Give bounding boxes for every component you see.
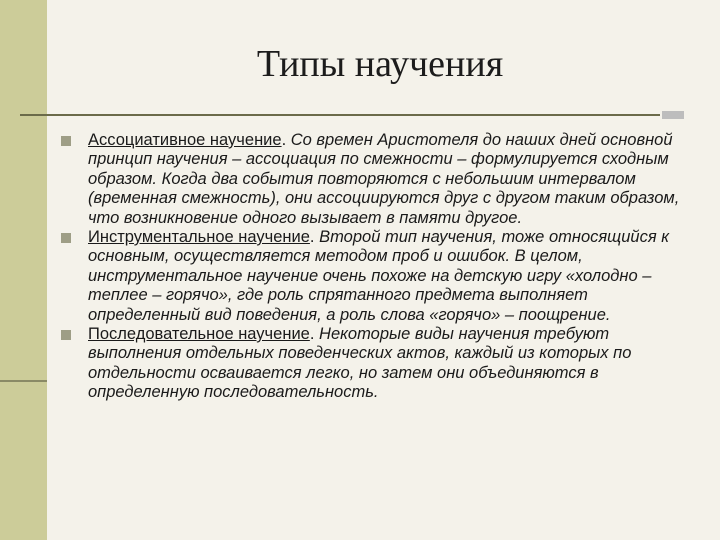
title-underline: [20, 114, 660, 116]
title-underline-accent: [662, 111, 684, 119]
term-associative: Ассоциативное научение: [88, 131, 282, 149]
term-separator: .: [281, 131, 287, 149]
term-separator: .: [309, 325, 315, 344]
square-bullet-icon: [61, 330, 71, 340]
term-instrumental: Инструментальное научение: [88, 228, 310, 247]
band-divider: [0, 380, 47, 382]
description-sequential: Некоторые виды научения требуют выполнения отдельных поведенческих актов, каждый из которых по отдельности осваивается легко, но затем они объединяются в определенную последовательность.: [88, 325, 632, 402]
term-sequential: Последовательное научение: [88, 325, 310, 344]
square-bullet-icon: [61, 136, 71, 146]
description-associative: Со времен Аристотеля до наших дней основной принцип научения – ассоциация по смежности – формулируется сходным образом. Когда два события повторяются с небольшим интервалом (временная смежность), они ассоциируются друг с другом таким образом, что возникновение одного вызывает в памяти другое.: [88, 131, 680, 227]
bullet-item-sequential: [58, 325, 680, 403]
left-decorative-band: [0, 0, 47, 540]
bullet-item-associative: [58, 131, 680, 228]
term-separator: .: [309, 228, 315, 247]
square-bullet-icon: [61, 233, 71, 243]
bullet-item-instrumental: [58, 228, 680, 325]
description-instrumental: Второй тип научения, тоже относящийся к основным, осуществляется методом проб и ошибок. В целом, инструментальное научение очень похоже на детскую игру «холодно – теплее – горячо», где роль спрятанного предмета выполняет определенный вид поведения, а роль слова «горячо» – поощрение.: [88, 228, 670, 324]
slide-title: Типы научения: [256, 43, 504, 85]
bullet-list: [58, 131, 680, 403]
